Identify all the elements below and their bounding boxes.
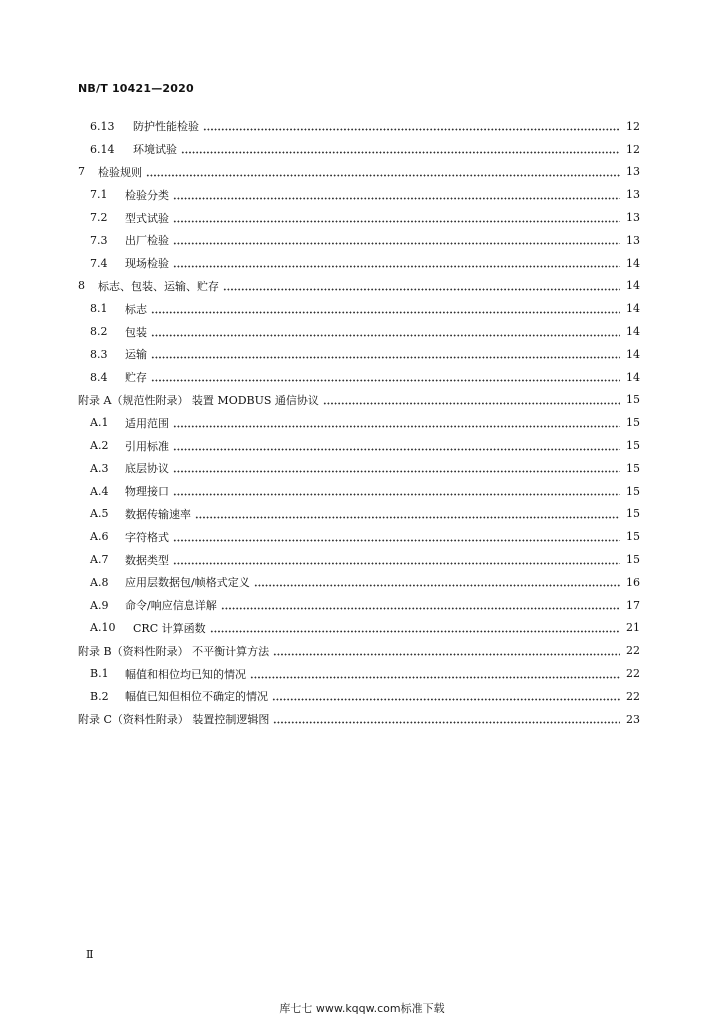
toc-entry[interactable] bbox=[78, 571, 640, 594]
toc-entry-title: 底层协议 bbox=[125, 462, 169, 476]
toc-entry[interactable] bbox=[78, 685, 640, 708]
toc-entry[interactable] bbox=[78, 639, 640, 662]
dot-leader bbox=[151, 349, 620, 360]
toc-entry[interactable] bbox=[78, 138, 640, 161]
toc-entry-number: 6.14 bbox=[90, 142, 115, 156]
dot-leader bbox=[223, 280, 620, 291]
toc-entry-title: 防护性能检验 bbox=[133, 120, 199, 134]
toc-entry[interactable] bbox=[78, 411, 640, 434]
toc-entry-page: 14 bbox=[626, 370, 640, 384]
toc-entry-number: A.10 bbox=[90, 621, 116, 635]
toc-entry-page: 14 bbox=[626, 256, 640, 270]
toc-entry-title: 数据类型 bbox=[125, 553, 169, 567]
toc-entry[interactable] bbox=[78, 275, 640, 298]
toc-entry-page: 13 bbox=[626, 188, 640, 202]
toc-entry[interactable] bbox=[78, 480, 640, 503]
toc-entry-title: 标志 bbox=[125, 302, 147, 316]
toc-entry[interactable] bbox=[78, 662, 640, 685]
toc-entry-number: A.4 bbox=[90, 484, 109, 498]
toc-entry-page: 13 bbox=[626, 233, 640, 247]
toc-entry[interactable] bbox=[78, 525, 640, 548]
toc-entry-page: 15 bbox=[626, 507, 640, 521]
toc-entry-title: 适用范围 bbox=[125, 416, 169, 430]
toc-entry-number: B.2 bbox=[90, 689, 109, 703]
dot-leader bbox=[173, 440, 620, 451]
dot-leader bbox=[195, 508, 620, 519]
dot-leader bbox=[323, 394, 620, 405]
toc-entry-page: 23 bbox=[626, 712, 640, 726]
dot-leader bbox=[173, 554, 620, 565]
toc-entry-title: 出厂检验 bbox=[125, 234, 169, 248]
toc-entry-number: 8.4 bbox=[90, 370, 108, 384]
toc-entry-page: 17 bbox=[626, 598, 640, 612]
dot-leader bbox=[151, 303, 620, 314]
toc-entry-title: 物理接口 bbox=[125, 485, 169, 499]
toc-entry-title: 附录 C（资料性附录） 装置控制逻辑图 bbox=[78, 713, 270, 727]
toc-entry[interactable] bbox=[78, 434, 640, 457]
dot-leader bbox=[272, 691, 620, 702]
toc-entry-number: 8.3 bbox=[90, 347, 108, 361]
dot-leader bbox=[151, 326, 620, 337]
toc-entry[interactable] bbox=[78, 252, 640, 275]
toc-entry-page: 13 bbox=[626, 211, 640, 225]
toc-entry-title: 附录 A（规范性附录） 装置 MODBUS 通信协议 bbox=[78, 393, 319, 407]
toc-entry-page: 15 bbox=[626, 484, 640, 498]
dot-leader bbox=[173, 463, 620, 474]
toc-entry[interactable] bbox=[78, 457, 640, 480]
toc-entry[interactable] bbox=[78, 297, 640, 320]
toc-entry-title: 应用层数据包/帧格式定义 bbox=[125, 576, 250, 590]
toc-entry-page: 22 bbox=[626, 644, 640, 658]
toc-entry-title: 包装 bbox=[125, 325, 147, 339]
toc-entry-page: 22 bbox=[626, 689, 640, 703]
toc-entry[interactable] bbox=[78, 708, 640, 731]
toc-entry[interactable] bbox=[78, 594, 640, 617]
toc-entry-number: A.7 bbox=[90, 553, 109, 567]
dot-leader bbox=[151, 372, 620, 383]
toc-entry-number: 8 bbox=[78, 279, 85, 293]
toc-entry-page: 22 bbox=[626, 667, 640, 681]
toc-entry-page: 12 bbox=[626, 142, 640, 156]
toc-entry-number: 7 bbox=[78, 165, 85, 179]
toc-entry-title: 命令/响应信息详解 bbox=[125, 599, 217, 613]
toc-entry-page: 12 bbox=[626, 119, 640, 133]
toc-entry-title: 检验分类 bbox=[125, 188, 169, 202]
toc-entry-number: A.5 bbox=[90, 507, 109, 521]
toc-entry-number: 7.1 bbox=[90, 188, 108, 202]
toc-entry-title: 数据传输速率 bbox=[125, 507, 191, 521]
toc-entry-number: 7.4 bbox=[90, 256, 108, 270]
toc-entry-title: 标志、包装、运输、贮存 bbox=[98, 279, 219, 293]
toc-entry-number: 6.13 bbox=[90, 119, 115, 133]
toc-entry-page: 13 bbox=[626, 165, 640, 179]
dot-leader bbox=[173, 417, 620, 428]
toc-entry-page: 14 bbox=[626, 325, 640, 339]
toc-entry[interactable] bbox=[78, 389, 640, 412]
toc-entry-page: 14 bbox=[626, 347, 640, 361]
toc-entry-title: 环境试验 bbox=[133, 143, 177, 157]
toc-entry[interactable] bbox=[78, 183, 640, 206]
toc-entry-page: 16 bbox=[626, 575, 640, 589]
toc-entry-page: 14 bbox=[626, 302, 640, 316]
dot-leader bbox=[250, 668, 620, 679]
table-of-contents bbox=[78, 115, 640, 731]
toc-entry-title: 现场检验 bbox=[125, 257, 169, 271]
dot-leader bbox=[254, 577, 620, 588]
toc-entry[interactable] bbox=[78, 320, 640, 343]
toc-entry[interactable] bbox=[78, 617, 640, 640]
dot-leader bbox=[173, 235, 620, 246]
toc-entry[interactable] bbox=[78, 343, 640, 366]
toc-entry-page: 15 bbox=[626, 530, 640, 544]
toc-entry-title: 型式试验 bbox=[125, 211, 169, 225]
toc-entry-number: 7.3 bbox=[90, 233, 108, 247]
toc-entry-number: A.1 bbox=[90, 416, 109, 430]
toc-entry-page: 15 bbox=[626, 553, 640, 567]
toc-entry-number: A.6 bbox=[90, 530, 109, 544]
toc-entry-page: 15 bbox=[626, 393, 640, 407]
toc-entry-page: 15 bbox=[626, 461, 640, 475]
dot-leader bbox=[181, 144, 620, 155]
toc-entry-number: 8.1 bbox=[90, 302, 108, 316]
toc-entry-title: 运输 bbox=[125, 348, 147, 362]
toc-entry-page: 21 bbox=[626, 621, 640, 635]
dot-leader bbox=[146, 166, 620, 177]
toc-entry-page: 14 bbox=[626, 279, 640, 293]
toc-entry-title: 引用标准 bbox=[125, 439, 169, 453]
dot-leader bbox=[173, 189, 620, 200]
dot-leader bbox=[173, 531, 620, 542]
toc-entry-number: A.8 bbox=[90, 575, 109, 589]
dot-leader bbox=[203, 121, 620, 132]
toc-entry[interactable] bbox=[78, 229, 640, 252]
toc-entry-number: A.9 bbox=[90, 598, 109, 612]
dot-leader bbox=[273, 645, 620, 656]
toc-entry-page: 15 bbox=[626, 416, 640, 430]
toc-entry-title: CRC 计算函数 bbox=[133, 621, 206, 635]
toc-entry[interactable] bbox=[78, 161, 640, 184]
dot-leader bbox=[221, 600, 620, 611]
toc-entry-title: 字符格式 bbox=[125, 530, 169, 544]
toc-entry-number: A.2 bbox=[90, 439, 109, 453]
toc-entry-title: 贮存 bbox=[125, 371, 147, 385]
toc-entry[interactable] bbox=[78, 548, 640, 571]
toc-entry[interactable] bbox=[78, 366, 640, 389]
toc-entry-title: 附录 B（资料性附录） 不平衡计算方法 bbox=[78, 644, 270, 658]
toc-entry-title: 幅值已知但相位不确定的情况 bbox=[125, 690, 268, 704]
toc-entry-number: A.3 bbox=[90, 461, 109, 475]
toc-entry-title: 检验规则 bbox=[98, 165, 142, 179]
standard-code: NB/T 10421—2020 bbox=[78, 82, 194, 95]
toc-entry-page: 15 bbox=[626, 439, 640, 453]
watermark: 库七七 www.kqqw.com标准下载 bbox=[279, 1002, 445, 1015]
page-number: Ⅱ bbox=[86, 948, 94, 961]
dot-leader bbox=[173, 212, 620, 223]
dot-leader bbox=[173, 258, 620, 269]
toc-entry-number: 7.2 bbox=[90, 211, 108, 225]
toc-entry-number: 8.2 bbox=[90, 325, 108, 339]
toc-entry[interactable] bbox=[78, 206, 640, 229]
toc-entry[interactable] bbox=[78, 115, 640, 138]
dot-leader bbox=[210, 622, 620, 633]
dot-leader bbox=[273, 714, 620, 725]
toc-entry[interactable] bbox=[78, 503, 640, 526]
dot-leader bbox=[173, 486, 620, 497]
toc-entry-number: B.1 bbox=[90, 667, 109, 681]
toc-entry-title: 幅值和相位均已知的情况 bbox=[125, 667, 246, 681]
